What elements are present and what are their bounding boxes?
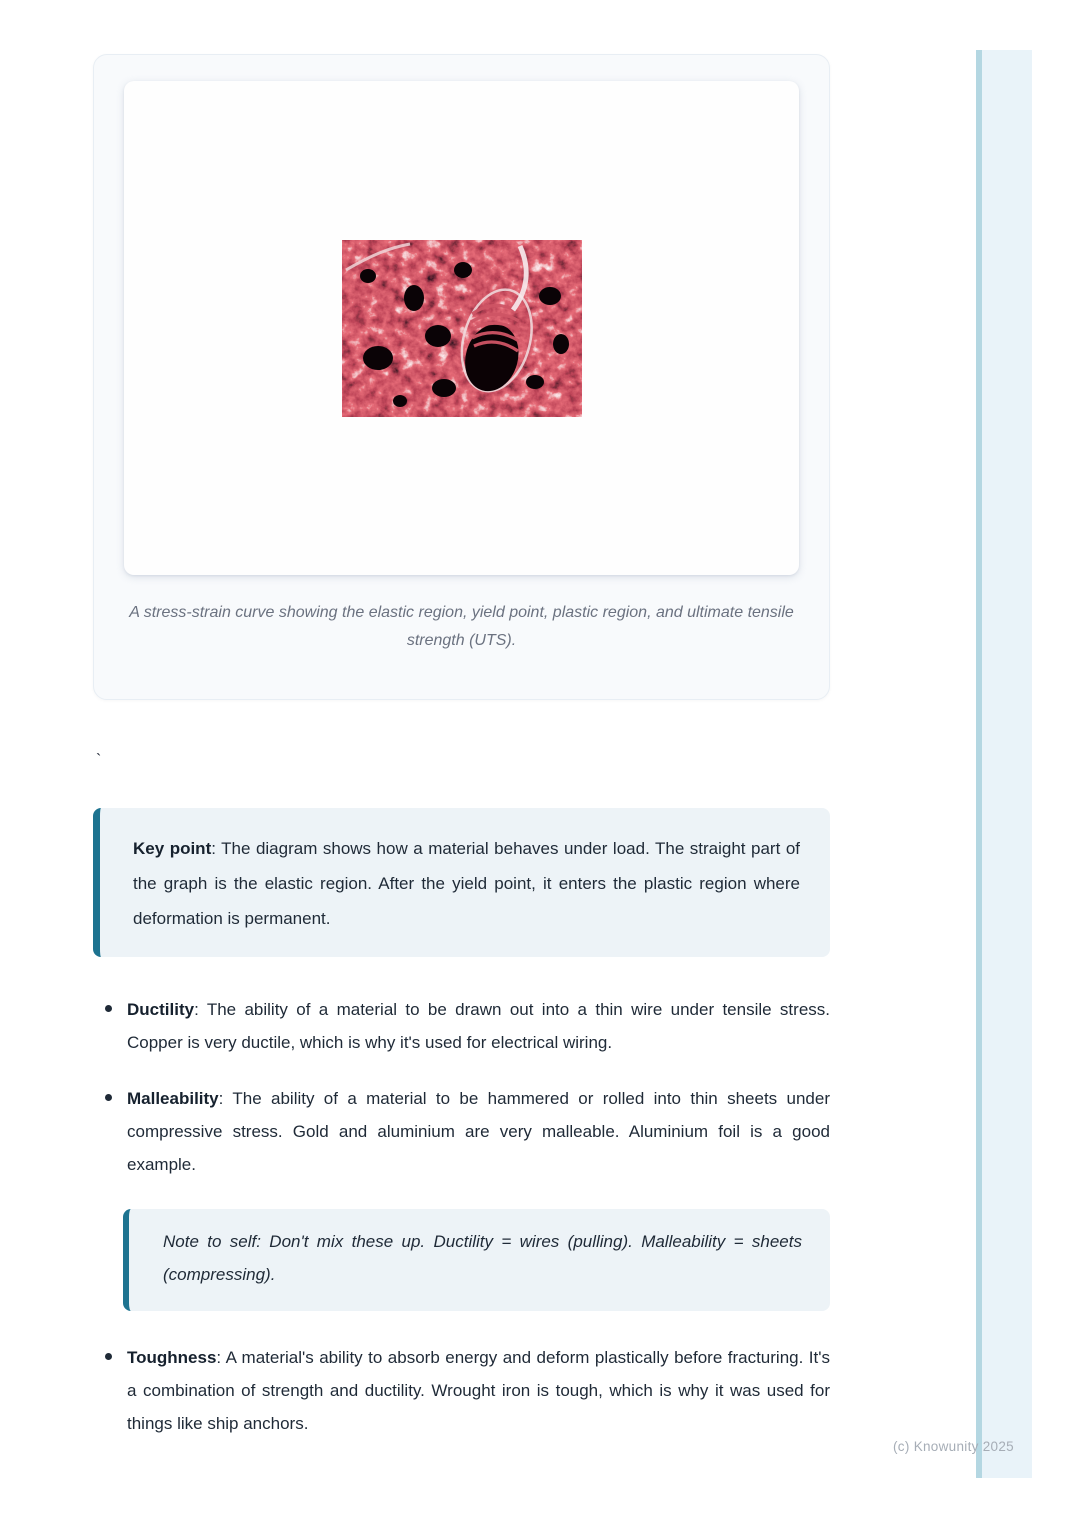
key-point-label: Key point [133, 839, 212, 858]
material-properties-list-continued [93, 1341, 830, 1440]
figure-caption: A stress-strain curve showing the elastic region, yield point, plastic region, and ultimate tensile strength (UTS). [129, 604, 794, 649]
list-item-toughness [127, 1341, 830, 1440]
figure-panel [124, 81, 799, 575]
toughness-definition: : A material's ability to absorb energy and deform plastically before fracturing. It's a combination of strength and ductility. Wrought iron is tough, which is why it was used for things like ship anchors. [127, 1348, 830, 1433]
key-point-callout [93, 808, 830, 957]
material-properties-list [93, 993, 830, 1181]
key-point-text: : The diagram shows how a material behaves under load. The straight part of the graph is the elastic region. After the yield point, it enters the plastic region where deformation is permanent. [133, 839, 801, 928]
bullet-dot-icon [105, 1094, 112, 1101]
copyright-watermark: (c) Knowunity 2025 [893, 1439, 1014, 1454]
bullet-dot-icon [105, 1005, 112, 1012]
list-item-malleability [127, 1082, 830, 1181]
ductility-definition: : The ability of a material to be drawn out into a thin wire under tensile stress. Copper is very ductile, which is why it's used for electrical wiring. [127, 1000, 830, 1052]
note-text: Note to self: Don't mix these up. Ductility = wires (pulling). Malleability = sheets (compressing). [163, 1232, 802, 1284]
figure-card [93, 54, 830, 700]
list-item-ductility [127, 993, 830, 1059]
document-page [93, 54, 830, 1440]
stray-backtick-text: ` [96, 752, 102, 769]
page-margin-strip [976, 50, 1032, 1478]
malleability-term: Malleability [127, 1089, 219, 1108]
malleability-definition: : The ability of a material to be hammered or rolled into thin sheets under compressive stress. Gold and aluminium are very malleable. Aluminium foil is a good example. [127, 1089, 830, 1174]
bullet-dot-icon [105, 1353, 112, 1360]
note-to-self-callout [123, 1209, 830, 1311]
key-point-paragraph [133, 831, 800, 936]
toughness-term: Toughness [127, 1348, 217, 1367]
ductility-term: Ductility [127, 1000, 195, 1019]
fracture-micrograph-image [342, 240, 582, 417]
micrograph-svg [342, 240, 582, 417]
